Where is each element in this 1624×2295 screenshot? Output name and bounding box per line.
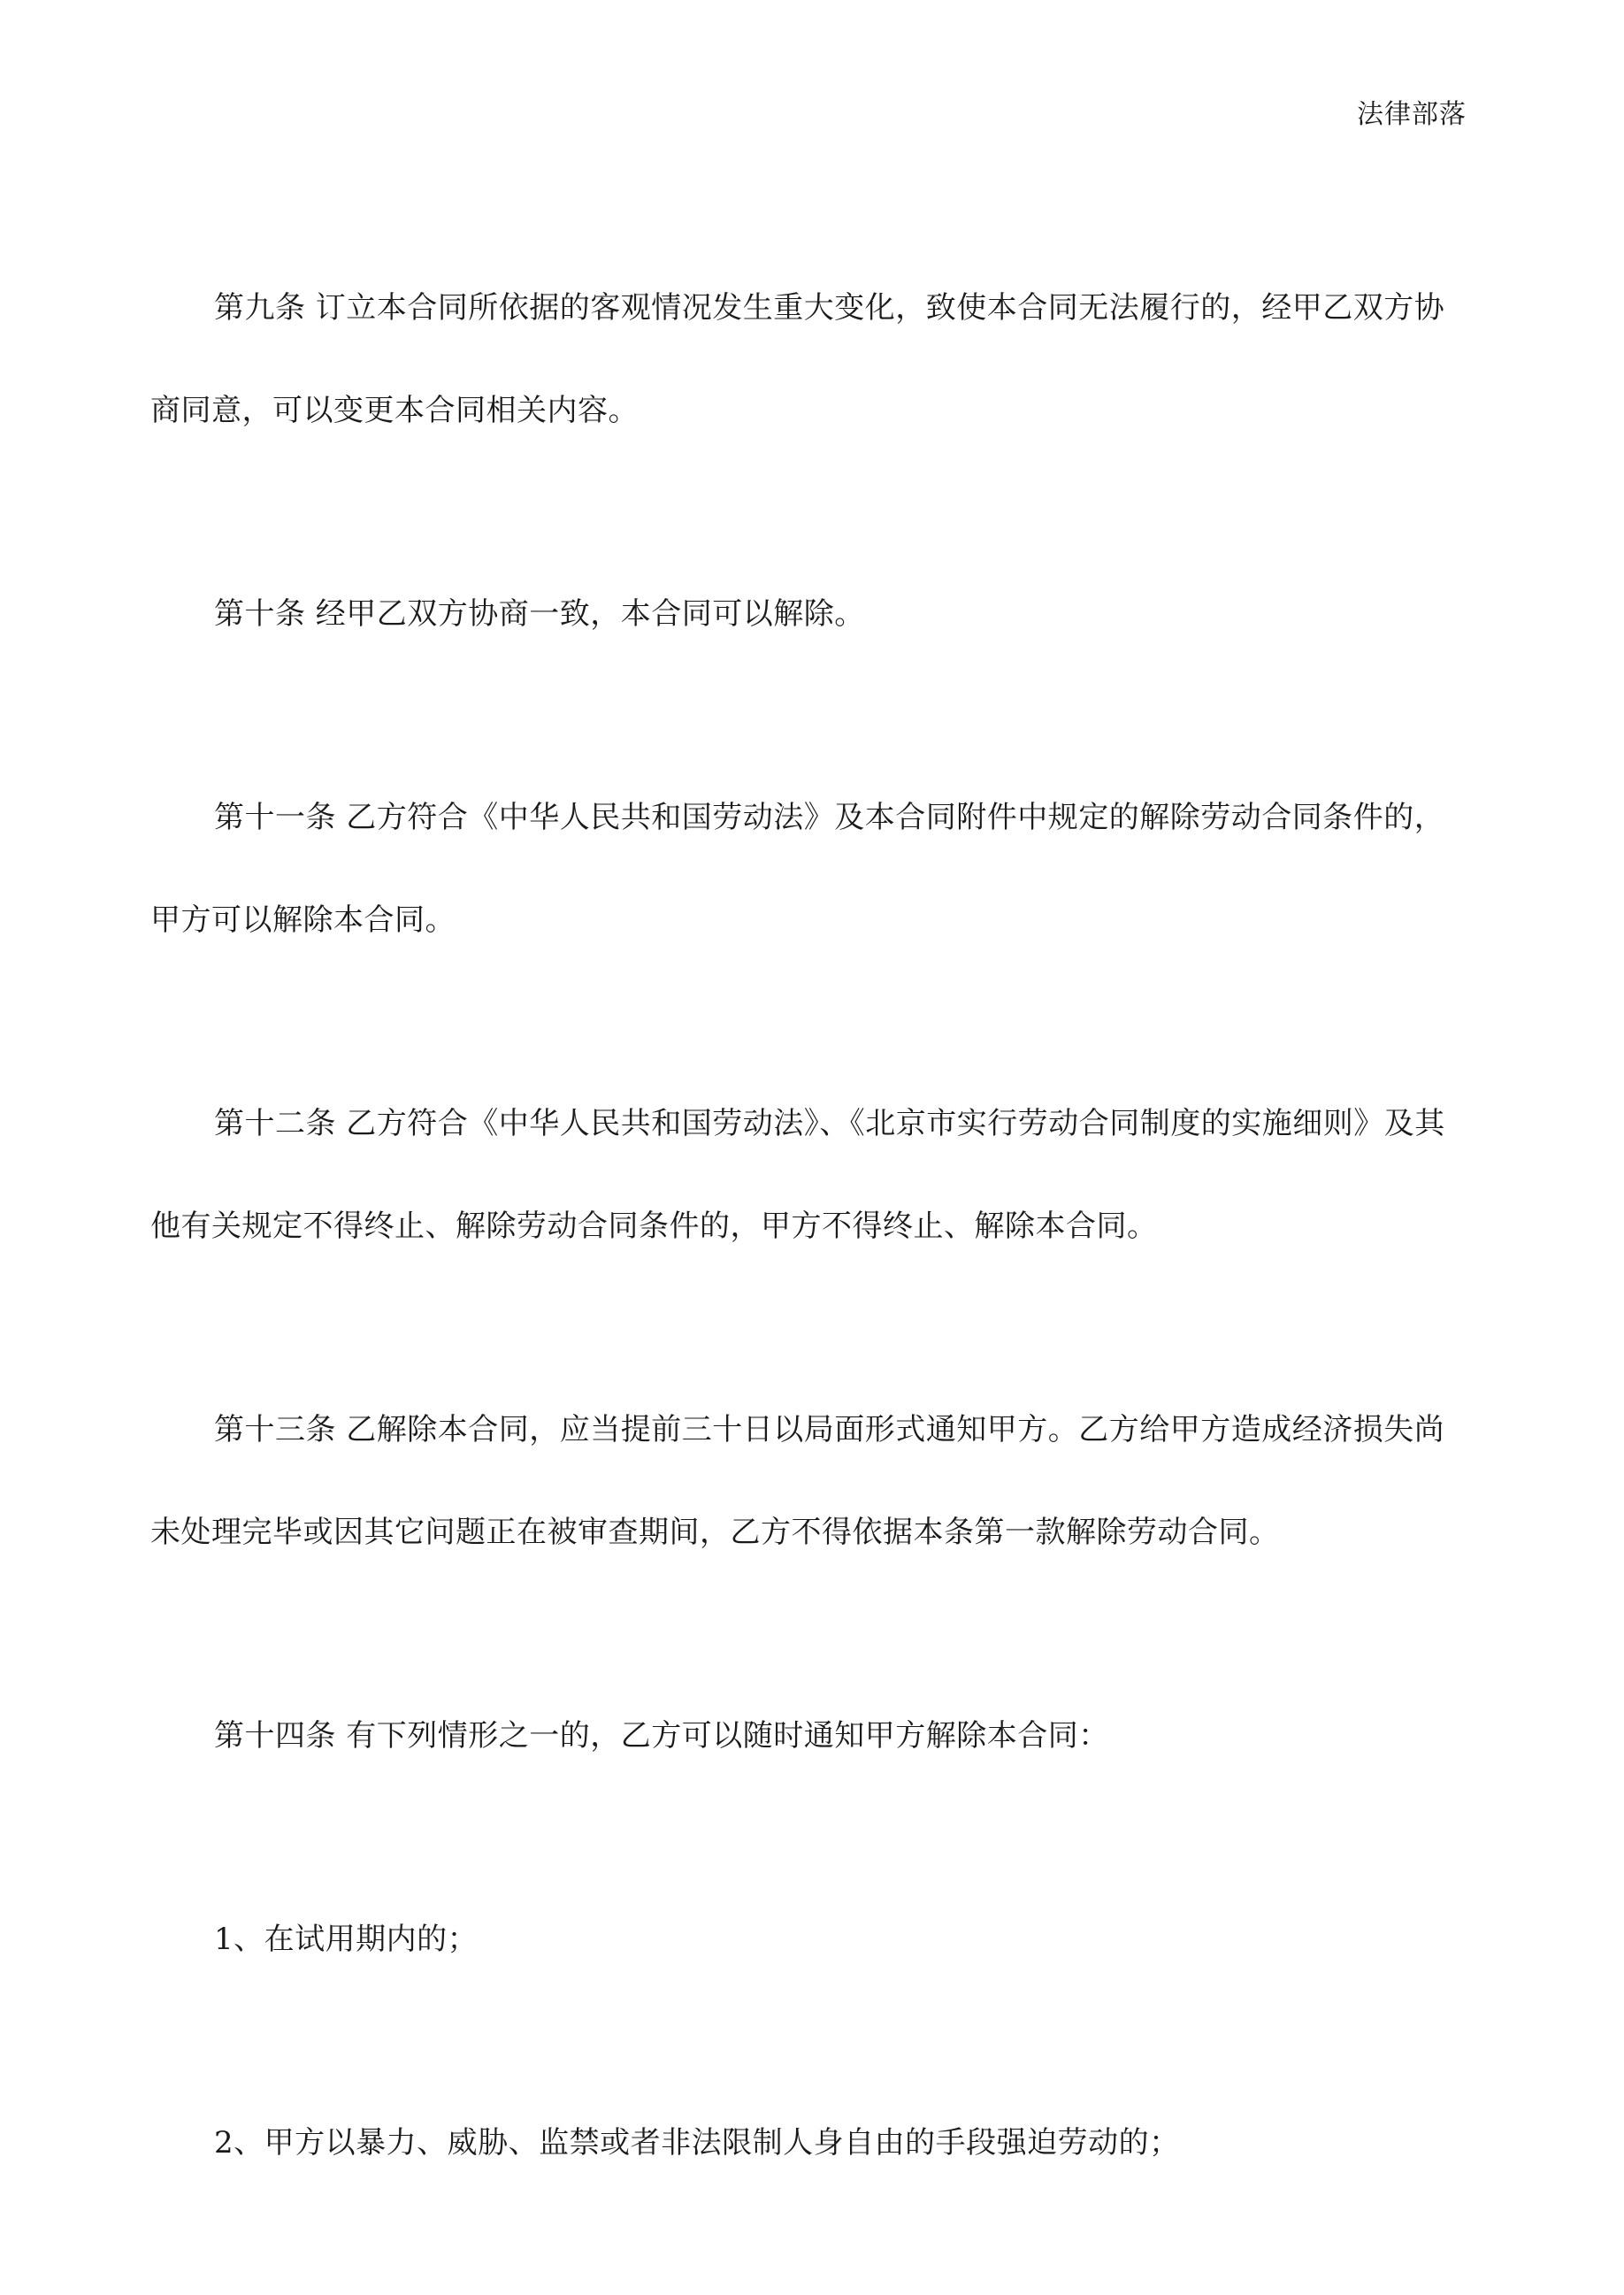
article-12: 第十二条 乙方符合《中华人民共和国劳动法》、《北京市实行劳动合同制度的实施细则》及其他有关规定不得终止、解除劳动合同条件的，甲方不得终止、解除本合同。 [150, 1106, 1445, 1244]
list-item-1: 1、在试用期内的； [214, 1922, 479, 1957]
header-title: 法律部落 [1357, 99, 1467, 130]
article-14: 第十四条 有下列情形之一的，乙方可以随时通知甲方解除本合同： [214, 1718, 1109, 1754]
document-body [150, 257, 1474, 2295]
article-9: 第九条 订立本合同所依据的客观情况发生重大变化，致使本合同无法履行的，经甲乙双方协商同意，可以变更本合同相关内容。 [150, 290, 1445, 428]
article-13: 第十三条 乙解除本合同，应当提前三十日以局面形式通知甲方。乙方给甲方造成经济损失尚未处理完毕或因其它问题正在被审查期间，乙方不得依据本条第一款解除劳动合同。 [150, 1412, 1445, 1550]
article-10: 第十条 经甲乙双方协商一致，本合同可以解除。 [214, 596, 865, 632]
list-item-2: 2、甲方以暴力、威胁、监禁或者非法限制人身自由的手段强迫劳动的； [214, 2125, 1180, 2161]
article-11: 第十一条 乙方符合《中华人民共和国劳动法》及本合同附件中规定的解除劳动合同条件的，甲方可以解除本合同。 [150, 800, 1445, 938]
